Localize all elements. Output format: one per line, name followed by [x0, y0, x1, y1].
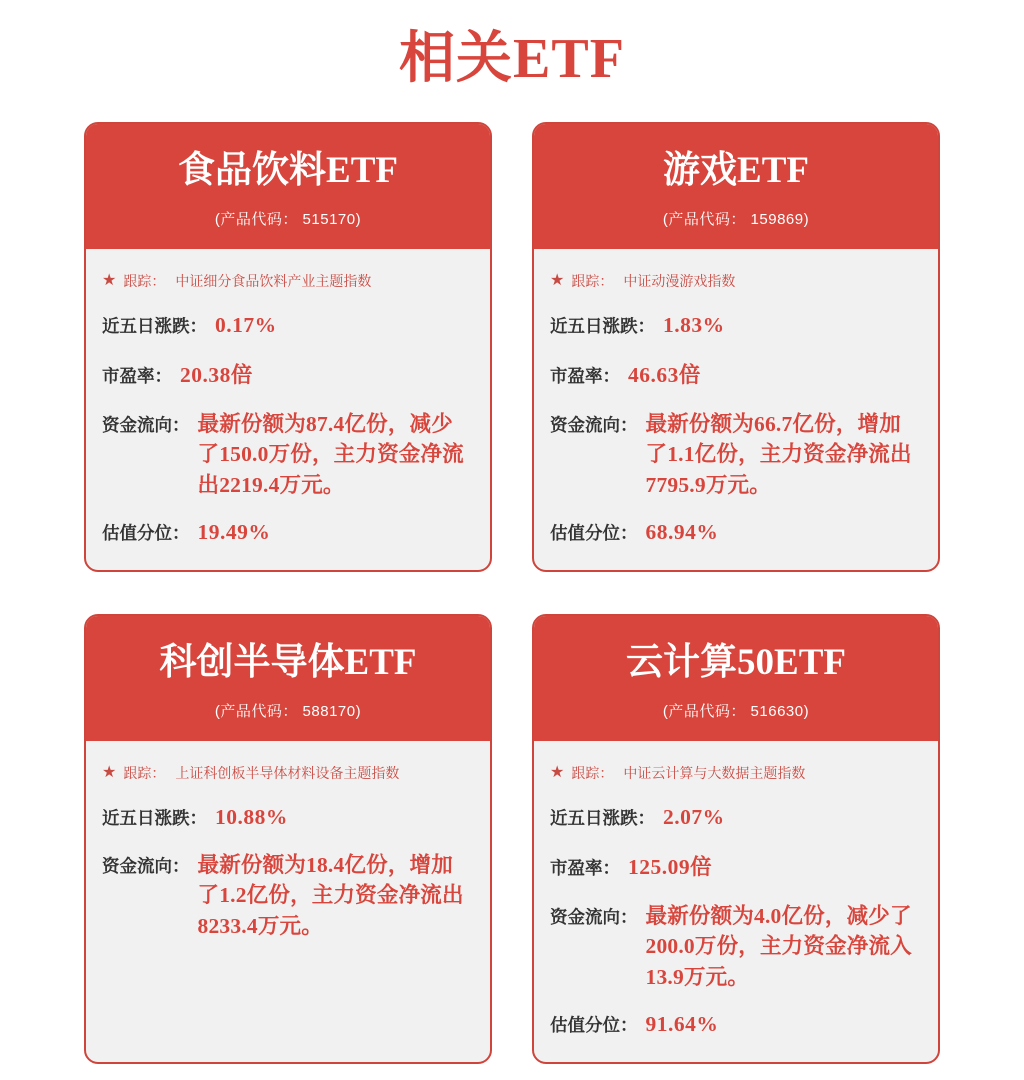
five-day-change-label: 近五日涨跌： — [550, 315, 655, 336]
pe-ratio-label: 市盈率： — [102, 365, 172, 386]
track-row — [550, 763, 922, 783]
valuation-percentile-label: 估值分位： — [550, 1015, 638, 1036]
valuation-percentile-row — [550, 1012, 922, 1037]
five-day-change-row — [102, 805, 474, 830]
fund-flow-value: 最新份额为4.0亿份，减少了200.0万份，主力资金净流入13.9万元。 — [645, 903, 912, 989]
valuation-percentile-value: 68.94% — [645, 520, 719, 545]
card-body — [86, 249, 490, 572]
valuation-percentile-value: 19.49% — [197, 520, 271, 545]
tracked-index-name: 中证云计算与大数据主题指数 — [623, 764, 806, 781]
track-label: 跟踪： — [123, 272, 166, 289]
fund-flow-label: 资金流向： — [550, 906, 638, 927]
etf-card-grid — [0, 122, 1024, 1064]
fund-flow-row — [102, 409, 474, 501]
five-day-change-label: 近五日涨跌： — [102, 315, 207, 336]
star-icon: ★ — [102, 271, 117, 289]
track-row — [102, 763, 474, 783]
card-body — [534, 741, 938, 1064]
etf-card-cloud-computing-50 — [532, 614, 940, 1064]
valuation-percentile-label: 估值分位： — [102, 523, 190, 544]
card-body — [86, 741, 490, 1062]
fund-flow-label: 资金流向： — [550, 414, 638, 435]
pe-ratio-value: 125.09倍 — [628, 854, 713, 879]
tracked-index-name: 中证细分食品饮料产业主题指数 — [175, 272, 372, 289]
etf-card-star-semiconductor — [84, 614, 492, 1064]
pe-ratio-row — [102, 358, 474, 389]
fund-flow-value: 最新份额为66.7亿份，增加了1.1亿份，主力资金净流出7795.9万元。 — [645, 411, 912, 497]
five-day-change-label: 近五日涨跌： — [102, 807, 207, 828]
five-day-change-row — [550, 805, 922, 830]
track-label: 跟踪： — [123, 764, 166, 781]
fund-flow-row — [102, 850, 474, 942]
star-icon: ★ — [102, 763, 117, 781]
etf-name: 游戏ETF — [663, 150, 809, 191]
etf-product-code: (产品代码： 516630) — [662, 702, 810, 720]
card-body — [534, 249, 938, 572]
tracked-index-name: 中证动漫游戏指数 — [623, 272, 736, 289]
etf-product-code: (产品代码： 159869) — [662, 210, 810, 228]
etf-product-code: (产品代码： 588170) — [214, 702, 362, 720]
five-day-change-row — [550, 313, 922, 338]
track-row — [102, 271, 474, 291]
fund-flow-row — [550, 409, 922, 501]
valuation-percentile-label: 估值分位： — [550, 523, 638, 544]
track-label: 跟踪： — [571, 764, 614, 781]
pe-ratio-row — [550, 358, 922, 389]
five-day-change-label: 近五日涨跌： — [550, 807, 655, 828]
five-day-change-row — [102, 313, 474, 338]
pe-ratio-value: 20.38倍 — [180, 362, 253, 387]
five-day-change-value: 2.07% — [663, 804, 725, 829]
pe-ratio-value: 46.63倍 — [628, 362, 701, 387]
valuation-percentile-value: 91.64% — [645, 1012, 719, 1037]
five-day-change-value: 1.83% — [663, 312, 725, 337]
etf-name: 食品饮料ETF — [178, 150, 398, 191]
five-day-change-value: 0.17% — [215, 312, 277, 337]
pe-ratio-label: 市盈率： — [550, 365, 620, 386]
tracked-index-name: 上证科创板半导体材料设备主题指数 — [175, 764, 400, 781]
etf-card-gaming — [532, 122, 940, 572]
fund-flow-label: 资金流向： — [102, 414, 190, 435]
pe-ratio-label: 市盈率： — [550, 857, 620, 878]
valuation-percentile-row — [550, 520, 922, 545]
star-icon: ★ — [550, 763, 565, 781]
etf-name: 云计算50ETF — [626, 642, 846, 683]
card-header — [534, 616, 938, 741]
track-label: 跟踪： — [571, 272, 614, 289]
fund-flow-row — [550, 901, 922, 993]
pe-ratio-row — [550, 850, 922, 881]
card-header — [86, 616, 490, 741]
etf-product-code: (产品代码： 515170) — [214, 210, 362, 228]
etf-card-food-beverage — [84, 122, 492, 572]
track-row — [550, 271, 922, 291]
etf-name: 科创半导体ETF — [159, 642, 417, 683]
five-day-change-value: 10.88% — [215, 804, 288, 829]
star-icon: ★ — [550, 271, 565, 289]
fund-flow-value: 最新份额为87.4亿份，减少了150.0万份，主力资金净流出2219.4万元。 — [197, 411, 464, 497]
fund-flow-label: 资金流向： — [102, 855, 190, 876]
card-header — [534, 124, 938, 249]
page-title: 相关ETF — [399, 28, 625, 90]
valuation-percentile-row — [102, 520, 474, 545]
card-header — [86, 124, 490, 249]
fund-flow-value: 最新份额为18.4亿份，增加了1.2亿份，主力资金净流出8233.4万元。 — [197, 852, 464, 938]
